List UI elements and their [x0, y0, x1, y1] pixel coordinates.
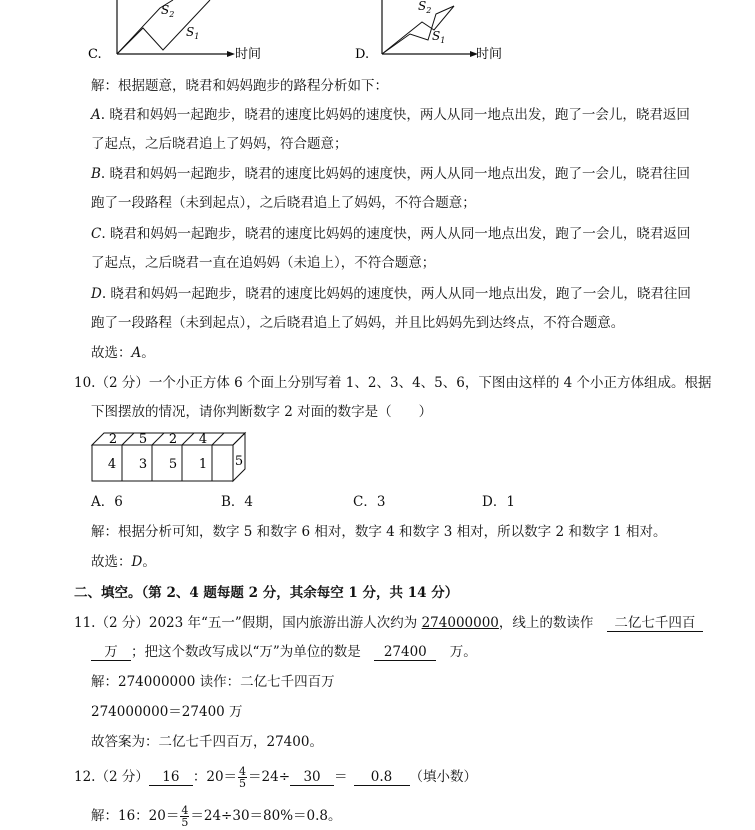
cube-top-divider — [152, 433, 164, 445]
graph-d-option-letter: D. — [355, 47, 370, 62]
cube-front-number: 3 — [138, 457, 148, 472]
q9-option-a-line1: A. 晓君和妈妈一起跑步，晓君的速度比妈妈的速度快，两人从同一地点出发，跑了一会儿，晓君返回 — [91, 107, 690, 123]
q11-solution-2: 274000000＝27400 万 — [91, 704, 243, 720]
q12-fraction: $\frac{4}{5}$ — [239, 765, 247, 790]
graph-d-axis-label: 时间 — [476, 47, 503, 62]
q11-stem-line1: 11.（2 分）2023 年“五一”假期，国内旅游出游人次约为 274000000，线上的数读作 二亿七千四百 — [74, 614, 703, 632]
cube-side-number: 5 — [234, 454, 244, 469]
cube-front-number: 1 — [198, 457, 208, 472]
q11-number: 274000000 — [421, 615, 499, 631]
section-2-heading: 二、填空。（第 2、4 题每题 2 分，其余每空 1 分，共 14 分） — [74, 585, 459, 601]
q9-option-c-line2: 了起点，之后晓君一直在追妈妈（未追上），不符合题意； — [91, 255, 436, 271]
q10-option-c: C．3 — [353, 494, 386, 510]
cube-top-number: 5 — [138, 432, 148, 447]
q12-blank-3: 0.8 — [354, 769, 410, 786]
cube-front-number: 5 — [168, 457, 178, 472]
q9-option-b-line1: B. 晓君和妈妈一起跑步，晓君的速度比妈妈的速度快，两人从同一地点出发，跑了一会儿，晓君往回 — [91, 166, 691, 182]
q10-option-b: B．4 — [221, 494, 254, 510]
q12-solution-fraction: $\frac{4}{5}$ — [181, 804, 189, 829]
graph-c-option-letter: C. — [88, 47, 102, 62]
graph-d-s2-label: $S_2$ — [418, 0, 432, 15]
graph-c — [85, 0, 285, 62]
cube-top-divider — [122, 433, 134, 445]
q9-option-b-line2: 跑了一段路程（未到起点），之后晓君追上了妈妈，不符合题意； — [91, 195, 476, 211]
cube-front-number: 4 — [107, 457, 117, 472]
cube-top-number: 2 — [108, 432, 118, 447]
q11-solution-3: 故答案为：二亿七千四百万，27400。 — [91, 734, 323, 750]
q9-choice: 故选：A。 — [91, 345, 155, 361]
q10-choice: 故选：D。 — [91, 554, 156, 570]
q10-stem-line2: 下图摆放的情况，请你判断数字 2 对面的数字是（ ） — [91, 404, 433, 420]
q9-option-c-line1: C. 晓君和妈妈一起跑步，晓君的速度比妈妈的速度快，两人从同一地点出发，跑了一会儿，晓君返回 — [91, 226, 691, 242]
q10-cube-figure — [88, 428, 253, 484]
cube-top-divider — [212, 433, 224, 445]
q9-option-d-line2: 跑了一段路程（未到起点），之后晓君追上了妈妈，并且比妈妈先到达终点，不符合题意。 — [91, 315, 625, 331]
q10-option-d: D．1 — [482, 494, 515, 510]
graph-d — [352, 0, 552, 62]
graph-d-s1-line — [382, 6, 454, 54]
q9-solution-intro: 解：根据题意，晓君和妈妈跑步的路程分析如下： — [91, 78, 388, 94]
q12-blank-2: 30 — [290, 769, 334, 786]
q10-solution: 解：根据分析可知，数字 5 和数字 6 相对，数字 4 和数字 3 相对，所以数字 2 和数字 1 相对。 — [91, 524, 667, 540]
q12-blank-1: 16 — [149, 769, 193, 786]
graph-d-s1-label: $S_1$ — [432, 29, 446, 45]
q11-answer1-blank: 二亿七千四百 — [607, 615, 703, 632]
q12-stem: 12.（2 分） 16 ：20＝ $\frac{4}{5}$ ＝24÷ 30 ＝ 0.8 （填小数） — [74, 765, 478, 790]
q10-option-a: A．6 — [91, 494, 123, 510]
cube-top-divider — [182, 433, 194, 445]
graph-c-x-arrow — [227, 51, 235, 57]
cube-top-number: 2 — [168, 432, 178, 447]
q11-solution-1: 解：274000000 读作：二亿七千四百万 — [91, 674, 335, 690]
q11-answer1-blank-cont: 万 — [91, 644, 131, 661]
q12-solution: 解：16：20＝ $\frac{4}{5}$ ＝24÷30＝80%＝0.8。 — [91, 804, 342, 829]
q11-stem-line2: 万 ；把这个数改写成以“万”为单位的数是 27400 万。 — [91, 643, 477, 661]
graph-c-s1-label: $S_1$ — [186, 25, 200, 41]
q9-option-d-line1: D. 晓君和妈妈一起跑步，晓君的速度比妈妈的速度快，两人从同一地点出发，跑了一会儿，晓君往回 — [91, 286, 691, 302]
q9-option-a-line2: 了起点，之后晓君追上了妈妈，符合题意； — [91, 136, 348, 152]
graph-c-axis-label: 时间 — [235, 47, 262, 62]
q11-answer2-blank: 27400 — [374, 644, 436, 661]
q10-stem-line1: 10.（2 分）一个小正方体 6 个面上分别写着 1、2、3、4、5、6，下图由这样的 4 个小正方体组成。根据 — [74, 375, 712, 391]
graph-c-s2-label: $S_2$ — [161, 3, 175, 19]
cube-top-number: 4 — [198, 432, 208, 447]
